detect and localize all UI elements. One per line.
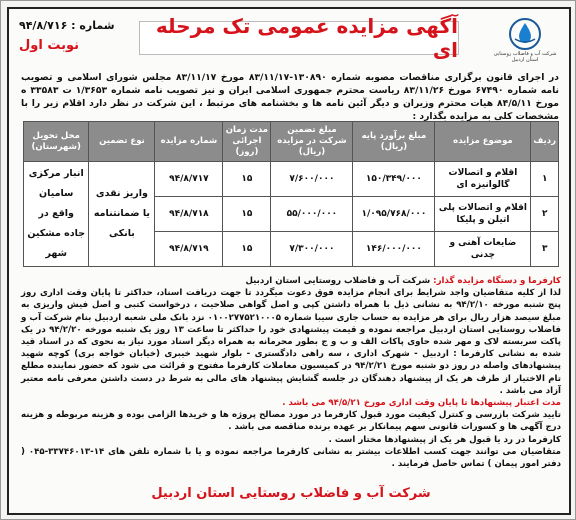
col-guarantee: مبلغ تضمین شرکت در مزایده (ریال) bbox=[271, 122, 353, 162]
cell-subject: اقلام و اتصالات گالوانیزه ای bbox=[435, 162, 531, 197]
cell-duration: ۱۵ bbox=[223, 232, 271, 267]
employer-heading: کارفرما و دستگاه مزایده گذار: bbox=[433, 276, 561, 286]
paragraph-discretion: کارفرما در رد یا قبول هر یک از پیشنهادها مختار است . bbox=[328, 434, 561, 445]
cell-no: ۳ bbox=[531, 232, 559, 267]
footer-signature: شرکت آب و فاضلاب روستایی استان اردبیل bbox=[151, 486, 431, 501]
cell-delivery-place: انبار مرکزی سامیان واقع در جاده مشکین شهر bbox=[24, 162, 89, 267]
paragraph-validity: مدت اعتبار پیشنهادها تا پایان وقت اداری مورخ ۹۴/۵/۲۱ می باشد . bbox=[282, 398, 561, 409]
cell-guarantee: ۷/۳۰۰/۰۰۰ bbox=[271, 232, 353, 267]
employer-line bbox=[21, 275, 561, 287]
cell-no: ۱ bbox=[531, 162, 559, 197]
col-delivery-place: محل تحویل (شهرستان) bbox=[24, 122, 89, 162]
paragraph-submission: لذا از کلیه متقاضیان واجد شرایط برای انجام مزایده فوق دعوت میگردد تا جهت دریافت اسناد، حداکثر تا پایان وقت اداری روز پنج شنبه مورخه ۹۴/۲/۱۰ به نشانی ذیل با همراه داشتن کپی و اصل گواهی صلاحیت ، درخواست کتبی و اصل فیش واریزی به مبلغ سیصد هزار ریال برای هر مزایده به حساب جاری سیبا شماره ۰۱۰۰۲۷۷۵۲۱۰۰۰۵ نزد بانک ملی شعبه اردبیل بنام شرکت آب و فاضلاب روستایی استان اردبیل مراجعه نموده و قیمت پیشنهادی خود را حداکثر تا ساعت ۱۳ روز یک شنبه مورخه ۹۴/۲/۲۰ در یک پاکت سربسته لاک و مهر شده حاوی پاکات الف و ب و ج بطور محرمانه به همراه دیگر اسناد مورد نیاز به نحوی که در اسناد قید شده به نشانی کارفرما : اردبیل - شهرک اداری ، سه راهی دادگستری - بلوار شهید خیبری (خیابان خواجه بری) کوچه شهید پیشنهادهای واصله در روز دو شنبه مورخ ۹۴/۲/۲۱ در کمیسیون معاملات کارفرما مفتوح و قرائت می شود که حضور نماینده مطلع تام الاختیار از طرف هر یک از پیشنهاد دهندگان در جلسه گشایش پیشنهاد های مالی به شرط در دست داشتن معرفی نامه معتبر آزاد می باشد . bbox=[21, 288, 561, 396]
col-base-price: مبلغ برآورد پایه (ریال) bbox=[353, 122, 435, 162]
col-no: ردیف bbox=[531, 122, 559, 162]
cell-base-price: ۱/۰۹۵/۷۶۸/۰۰۰ bbox=[353, 197, 435, 232]
advertisement-frame bbox=[7, 7, 571, 515]
cell-tender-no: ۹۴/۸/۷۱۸ bbox=[155, 197, 223, 232]
document-number: شماره : ۹۴/۸/۷۱۶ bbox=[19, 19, 115, 32]
cell-tender-no: ۹۴/۸/۷۱۷ bbox=[155, 162, 223, 197]
logo-caption: شرکت آب و فاضلاب روستایی استان اردبیل bbox=[493, 51, 557, 63]
cell-subject: ضایعات آهنی و چدنی bbox=[435, 232, 531, 267]
meta-block bbox=[19, 19, 115, 53]
cell-guarantee-type: واریز نقدی یا ضمانتنامه بانکی bbox=[89, 162, 155, 267]
cell-duration: ۱۵ bbox=[223, 197, 271, 232]
water-drop-logo-icon bbox=[508, 17, 542, 51]
cell-duration: ۱۵ bbox=[223, 162, 271, 197]
page-title: آگهی مزایده عمومی تک مرحله ای bbox=[155, 14, 458, 62]
cell-base-price: ۱۴۶/۰۰۰/۰۰۰ bbox=[353, 232, 435, 267]
title-box bbox=[139, 14, 459, 62]
publication-turn: نوبت اول bbox=[19, 38, 80, 53]
cell-guarantee: ۵۵/۰۰۰/۰۰۰ bbox=[271, 197, 353, 232]
col-subject: موضوع مزایده bbox=[435, 122, 531, 162]
cell-subject: اقلام و اتصالات پلی اتیلن و پلیکا bbox=[435, 197, 531, 232]
items-table bbox=[23, 121, 559, 267]
body-text bbox=[21, 275, 561, 470]
cell-tender-no: ۹۴/۸/۷۱۹ bbox=[155, 232, 223, 267]
intro-paragraph: در اجرای قانون برگزاری مناقصات مصوبه شماره ۱۳۰۸۹۰-۸۳/۱۱/۱۷ مورخ ۸۳/۱۱/۱۷ مجلس شورای اسلامی و تصویب نامه شماره ۶۷۴۹۰ مورخ ۸۳/۱۱/۲۶ ریاست محترم جمهوری اسلامی ایران و نیز تصویب نامه شماره ۱/۳۶۵۳ ت ۳۳۵۸۳ ه مورخ ۸۴/۵/۱۱ هیات محترم وزیران و دیگر آئین نامه ها و بخشنامه های مرتبط ، این شرکت در نظر دارد اقلام زیر را با مشخصات کلی به مزایده بگذارد : bbox=[21, 72, 560, 122]
employer-name: شرکت آب و فاضلاب روستایی استان اردبیل bbox=[245, 276, 434, 286]
cell-no: ۲ bbox=[531, 197, 559, 232]
cell-guarantee: ۷/۶۰۰/۰۰۰ bbox=[271, 162, 353, 197]
col-duration: مدت زمان اجرائی (روز) bbox=[223, 122, 271, 162]
col-tender-no: شماره مزایده bbox=[155, 122, 223, 162]
logo bbox=[491, 17, 559, 69]
paragraph-inspection: تایید شرکت بازرسی و کنترل کیفیت مورد قبول کارفرما در مورد مصالح پروژه ها و خریدها الزامی بوده و هزینه مربوطه و هزینه درج آگهی ها و کسورات قانونی سهم پیمانکار بر عهده برنده مناقصه می باشد . bbox=[21, 410, 561, 433]
table-header-row bbox=[24, 122, 559, 162]
paragraph-contact: متقاضیان می توانند جهت کسب اطلاعات بیشتر به نشانی کارفرما مراجعه نموده و یا با شماره تلفن های ۱۴-۳۳۷۴۶۰۱۳-۰۴۵ ( دفتر امور پیمان ) تماس حاصل فرمایند . bbox=[21, 446, 561, 470]
table-row bbox=[24, 162, 559, 197]
col-guarantee-type: نوع تضمین bbox=[89, 122, 155, 162]
cell-base-price: ۱۵۰/۳۴۹/۰۰۰ bbox=[353, 162, 435, 197]
